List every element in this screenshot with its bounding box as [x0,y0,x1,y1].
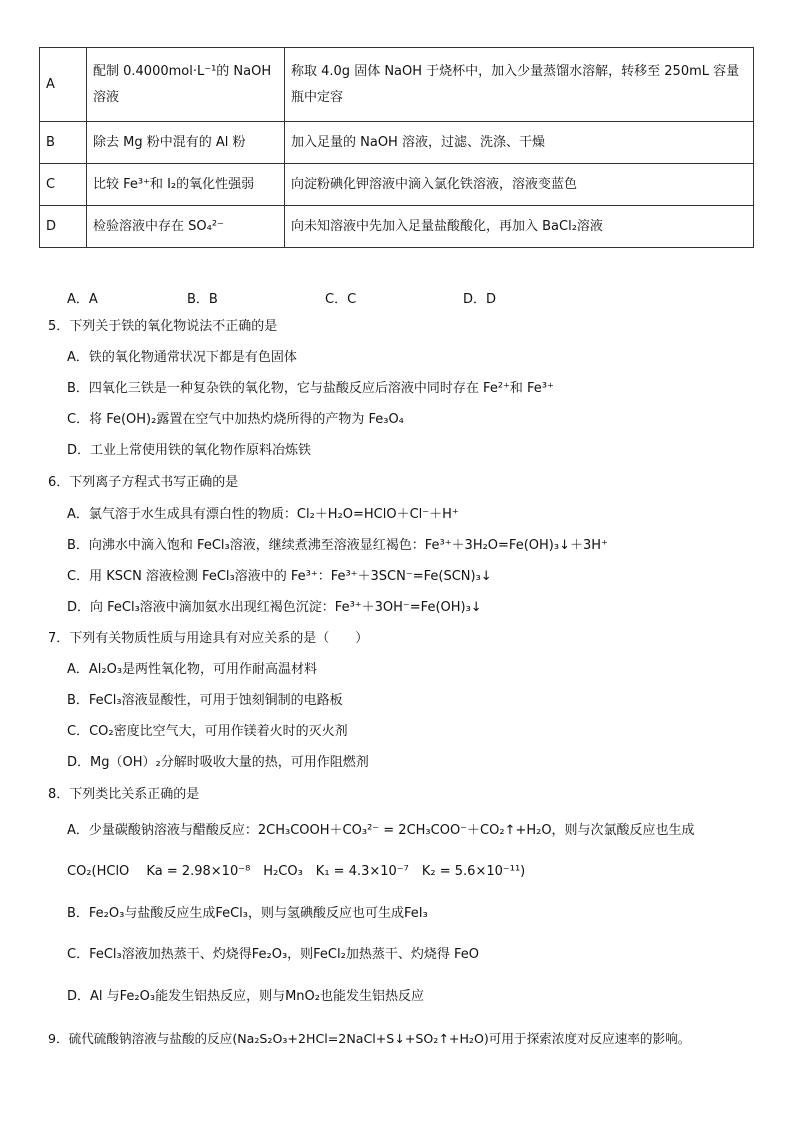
question-8-option-a[interactable]: A．少量碳酸钠溶液与醋酸反应：2CH₃COOH＋CO₃²⁻ = 2CH₃COO⁻＋CO₂↑+H₂O，则与次氯酸反应也生成 [67,823,695,838]
q4-choice-d[interactable]: D．D [463,292,497,307]
options-table-row [40,164,754,206]
question-6-option-b[interactable]: B．向沸水中滴入饱和 FeCl₃溶液，继续煮沸至溶液显红褐色：Fe³⁺＋3H₂O=Fe(OH)₃↓＋3H⁺ [67,538,608,553]
question-6-option-d[interactable]: D．向 FeCl₃溶液中滴加氨水出现红褐色沉淀：Fe³⁺＋3OH⁻=Fe(OH)₃↓ [67,600,482,615]
question-8-option-b[interactable]: B．Fe₂O₃与盐酸反应生成FeCl₃，则与氢碘酸反应也可生成FeI₃ [67,906,428,921]
q4-choice-c[interactable]: C．C [325,292,357,307]
question-5-stem: 5．下列关于铁的氧化物说法不正确的是 [48,319,278,334]
row-letter: B [40,122,87,164]
options-table [39,47,754,248]
row-operation: 向未知溶液中先加入足量盐酸酸化，再加入 BaCl₂溶液 [285,206,754,248]
question-5-option-c[interactable]: C．将 Fe(OH)₂露置在空气中加热灼烧所得的产物为 Fe₃O₄ [67,412,404,427]
row-experiment: 比较 Fe³⁺和 I₂的氧化性强弱 [87,164,285,206]
question-7-option-d[interactable]: D．Mg（OH）₂分解时吸收大量的热，可用作阻燃剂 [67,755,369,770]
options-table-row [40,48,754,122]
row-operation: 向淀粉碘化钾溶液中滴入氯化铁溶液，溶液变蓝色 [285,164,754,206]
question-6-option-c[interactable]: C．用 KSCN 溶液检测 FeCl₃溶液中的 Fe³⁺：Fe³⁺＋3SCN⁻=Fe(SCN)₃↓ [67,569,492,584]
question-7-stem: 7．下列有关物质性质与用途具有对应关系的是（ ） [48,631,369,646]
question-9-stem: 9．硫代硫酸钠溶液与盐酸的反应(Na₂S₂O₃+2HCl=2NaCl+S↓+SO₂↑+H₂O)可用于探索浓度对反应速率的影响。 [48,1031,691,1046]
question-7-option-a[interactable]: A．Al₂O₃是两性氧化物，可用作耐高温材料 [67,662,318,677]
question-8-option-c[interactable]: C．FeCl₃溶液加热蒸干、灼烧得Fe₂O₃，则FeCl₂加热蒸干、灼烧得 FeO [67,947,479,962]
question-7-option-b[interactable]: B．FeCl₃溶液显酸性，可用于蚀刻铜制的电路板 [67,693,343,708]
q4-choice-a[interactable]: A．A [67,292,98,307]
question-8-option-a-continued: CO₂(HClO Ka = 2.98×10⁻⁸ H₂CO₃ K₁ = 4.3×10⁻⁷ K₂ = 5.6×10⁻¹¹) [67,864,526,879]
row-operation: 称取 4.0g 固体 NaOH 于烧杯中，加入少量蒸馏水溶解，转移至 250mL 容量瓶中定容 [285,48,754,122]
question-5-option-a[interactable]: A．铁的氧化物通常状况下都是有色固体 [67,350,297,365]
question-6-option-a[interactable]: A．氯气溶于水生成具有漂白性的物质：Cl₂＋H₂O=HClO＋Cl⁻＋H⁺ [67,507,459,522]
row-operation: 加入足量的 NaOH 溶液，过滤、洗涤、干燥 [285,122,754,164]
row-letter: A [40,48,87,122]
row-experiment: 检验溶液中存在 SO₄²⁻ [87,206,285,248]
row-experiment: 配制 0.4000mol·L⁻¹的 NaOH 溶液 [87,48,285,122]
question-8-stem: 8．下列类比关系正确的是 [48,787,200,802]
question-5-option-d[interactable]: D．工业上常使用铁的氧化物作原料冶炼铁 [67,443,312,458]
question-5-option-b[interactable]: B．四氧化三铁是一种复杂铁的氧化物，它与盐酸反应后溶液中同时存在 Fe²⁺和 Fe³⁺ [67,381,554,396]
question-8-option-d[interactable]: D．Al 与Fe₂O₃能发生铝热反应，则与MnO₂也能发生铝热反应 [67,989,424,1004]
q4-choice-b[interactable]: B．B [187,292,218,307]
question-7-option-c[interactable]: C．CO₂密度比空气大，可用作镁着火时的灭火剂 [67,724,348,739]
options-table-row [40,206,754,248]
row-experiment: 除去 Mg 粉中混有的 Al 粉 [87,122,285,164]
options-table-row [40,122,754,164]
row-letter: D [40,206,87,248]
question-6-stem: 6．下列离子方程式书写正确的是 [48,475,239,490]
row-letter: C [40,164,87,206]
